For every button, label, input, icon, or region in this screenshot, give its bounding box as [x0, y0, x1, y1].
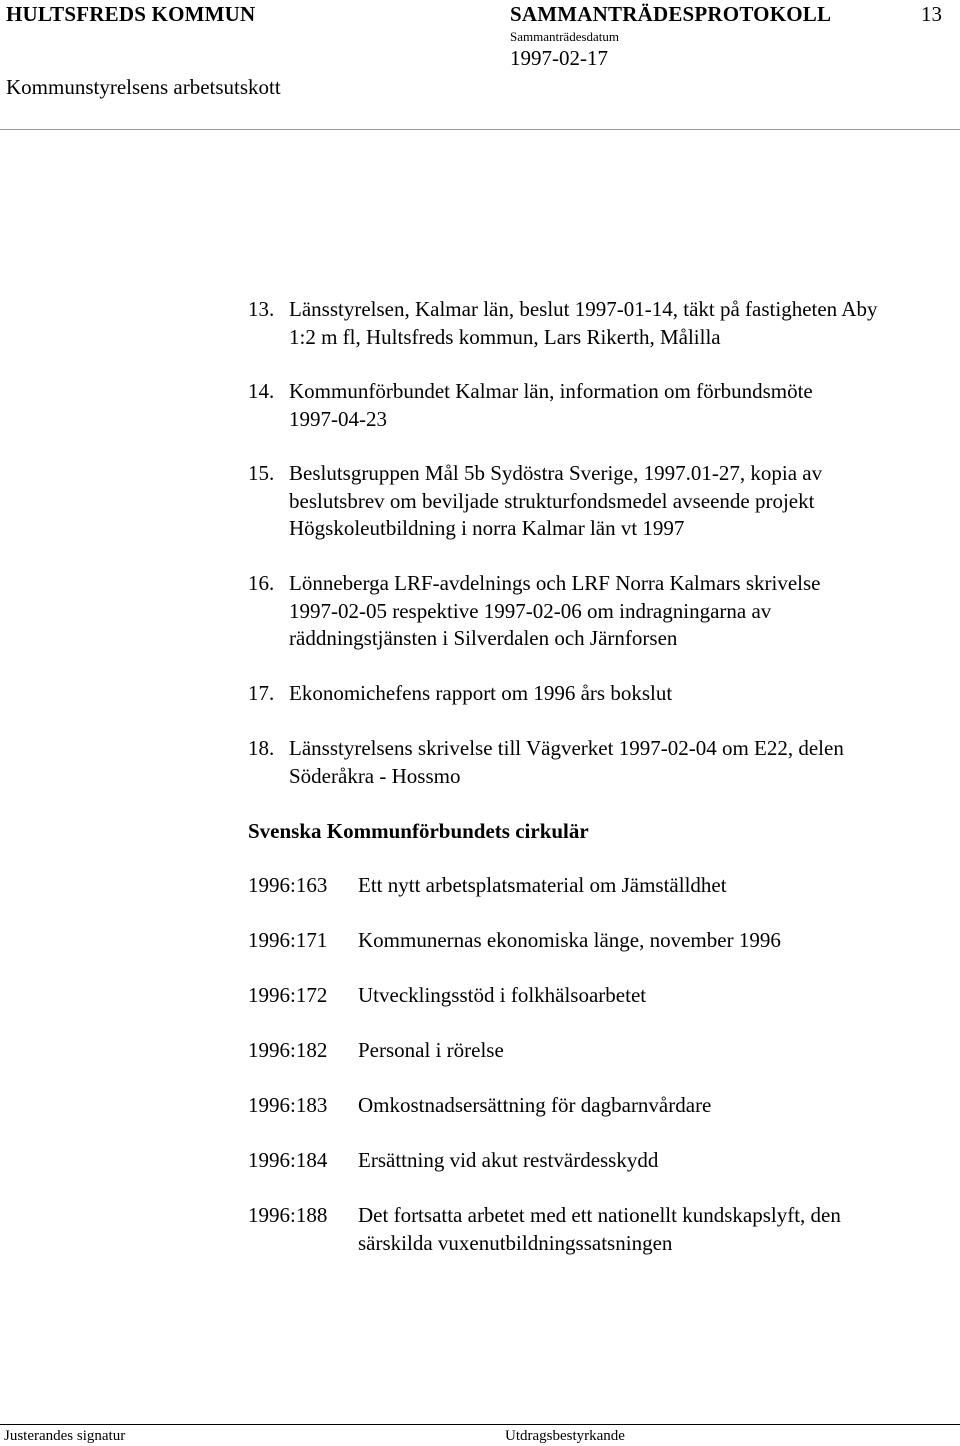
circulars-heading: Svenska Kommunförbundets cirkulär [248, 819, 589, 843]
item-text-line: Ekonomichefens rapport om 1996 års bokslut [289, 681, 673, 705]
circular-number: 1996:171 [248, 928, 328, 952]
meeting-date-label: Sammanträdesdatum [510, 29, 620, 44]
item-text-line: Lönneberga LRF-avdelnings och LRF Norra Kalmars skrivelse [289, 571, 821, 595]
item-number: 15. [248, 461, 275, 485]
header-divider [0, 129, 960, 130]
circular-title: Ersättning vid akut restvärdesskydd [358, 1148, 659, 1172]
circular-title: Kommunernas ekonomiska länge, november 1996 [358, 928, 781, 952]
extract-certification-label: Utdragsbestyrkande [505, 1428, 625, 1444]
item-number: 17. [248, 681, 275, 705]
circular-title: särskilda vuxenutbildningssatsningen [358, 1231, 673, 1255]
circular-title: Utvecklingsstöd i folkhälsoarbetet [358, 983, 647, 1007]
circular-number: 1996:163 [248, 873, 328, 897]
circular-number: 1996:183 [248, 1093, 328, 1117]
item-text-line: Länsstyrelsens skrivelse till Vägverket 1997-02-04 om E22, delen [289, 736, 844, 760]
item-number: 18. [248, 736, 275, 760]
item-text-line: 1997-04-23 [289, 407, 387, 431]
circular-title: Personal i rörelse [358, 1038, 504, 1062]
committee-name: Kommunstyrelsens arbetsutskott [6, 75, 281, 99]
item-text-line: räddningstjänsten i Silverdalen och Järnforsen [289, 626, 678, 650]
page-number: 13 [921, 2, 942, 26]
meeting-date: 1997-02-17 [510, 46, 608, 70]
circular-title: Ett nytt arbetsplatsmaterial om Jämställdhet [358, 873, 727, 897]
document-type: SAMMANTRÄDESPROTOKOLL [510, 2, 832, 26]
signature-label: Justerandes signatur [4, 1428, 126, 1444]
municipality-name: HULTSFREDS KOMMUN [6, 2, 256, 26]
item-number: 13. [248, 297, 275, 321]
circular-number: 1996:172 [248, 983, 328, 1007]
item-number: 14. [248, 379, 275, 403]
item-text-line: 1:2 m fl, Hultsfreds kommun, Lars Rikerth, Målilla [289, 325, 721, 349]
circular-number: 1996:188 [248, 1203, 328, 1227]
item-text-line: Kommunförbundet Kalmar län, information om förbundsmöte [289, 379, 813, 403]
footer-divider [0, 1424, 960, 1425]
item-text-line: Beslutsgruppen Mål 5b Sydöstra Sverige, 1997.01-27, kopia av [289, 461, 823, 485]
item-text-line: Söderåkra - Hossmo [289, 764, 461, 788]
circular-title: Omkostnadsersättning för dagbarnvårdare [358, 1093, 712, 1117]
circular-title: Det fortsatta arbetet med ett nationellt kundskapslyft, den [358, 1203, 841, 1227]
circular-number: 1996:184 [248, 1148, 328, 1172]
item-text-line: Länsstyrelsen, Kalmar län, beslut 1997-01-14, täkt på fastigheten Aby [289, 297, 878, 321]
item-text-line: 1997-02-05 respektive 1997-02-06 om indragningarna av [289, 599, 772, 623]
item-text-line: beslutsbrev om beviljade strukturfondsmedel avseende projekt [289, 489, 815, 513]
item-text-line: Högskoleutbildning i norra Kalmar län vt 1997 [289, 516, 685, 540]
item-number: 16. [248, 571, 275, 595]
circular-number: 1996:182 [248, 1038, 328, 1062]
